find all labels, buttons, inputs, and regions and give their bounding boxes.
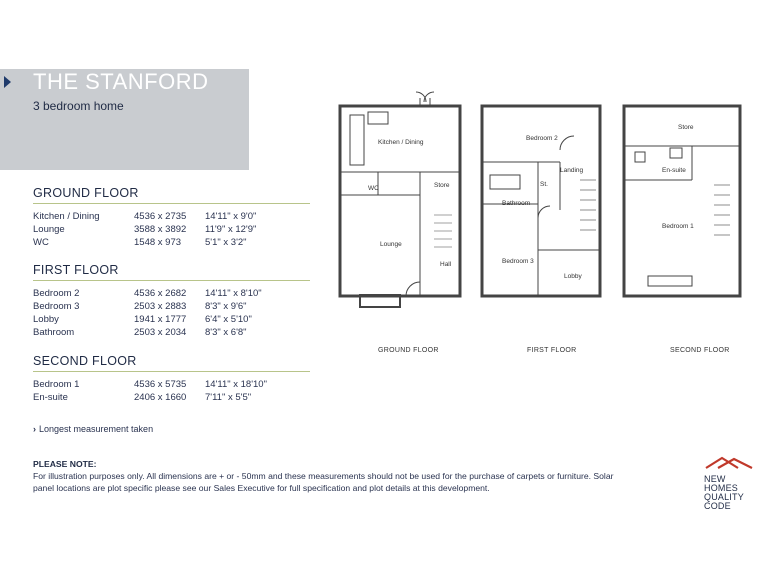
measurement-note xyxy=(33,424,153,434)
room-mm: 2406 x 1660 xyxy=(134,392,187,403)
logo-line: CODE xyxy=(704,501,731,511)
room-mm: 4536 x 2682 xyxy=(134,288,187,299)
section-heading: FIRST FLOOR xyxy=(33,263,310,281)
plan-label-bedroom1: Bedroom 1 xyxy=(662,223,694,230)
please-note-heading: PLEASE NOTE: xyxy=(33,459,97,469)
chevron-right-icon: › xyxy=(33,424,36,434)
plan-label-hall: Hall xyxy=(440,261,452,268)
room-row xyxy=(33,391,310,404)
room-ft: 14'11" x 9'0" xyxy=(205,211,257,222)
room-mm: 4536 x 5735 xyxy=(134,379,187,390)
room-ft: 11'9" x 12'9" xyxy=(205,224,257,235)
room-ft: 8'3" x 6'8" xyxy=(205,327,247,338)
room-mm: 3588 x 3892 xyxy=(134,224,187,235)
nhqc-logo xyxy=(704,456,756,511)
plan-label-lobby: Lobby xyxy=(564,273,582,280)
logo-line: HOMES xyxy=(704,483,739,493)
room-row xyxy=(33,236,310,249)
first-floor-section xyxy=(33,263,310,339)
room-name: Bedroom 3 xyxy=(33,301,80,312)
room-name: En-suite xyxy=(33,392,68,403)
plan-label-st: St. xyxy=(540,181,548,188)
room-row xyxy=(33,313,310,326)
logo-line: QUALITY xyxy=(704,492,744,502)
room-mm: 2503 x 2883 xyxy=(134,301,187,312)
ground-floor-plan xyxy=(340,92,460,307)
measurement-note-text: Longest measurement taken xyxy=(39,424,154,434)
room-row xyxy=(33,287,310,300)
second-floor-caption: SECOND FLOOR xyxy=(670,347,730,354)
room-ft: 14'11" x 8'10" xyxy=(205,288,262,299)
logo-line: NEW xyxy=(704,474,726,484)
second-floor-plan xyxy=(624,106,740,296)
plan-label-ensuite: En-suite xyxy=(662,167,686,174)
room-name: Lobby xyxy=(33,314,59,325)
plan-label-kitchen: Kitchen / Dining xyxy=(378,139,424,146)
house-roof-icon xyxy=(704,456,756,470)
room-ft: 14'11" x 18'10" xyxy=(205,379,267,390)
room-ft: 7'11" x 5'5" xyxy=(205,392,252,403)
room-row xyxy=(33,210,310,223)
page-subtitle: 3 bedroom home xyxy=(33,99,124,113)
second-floor-section xyxy=(33,354,310,404)
room-mm: 1941 x 1777 xyxy=(134,314,187,325)
room-name: Bedroom 2 xyxy=(33,288,80,299)
plan-label-store: Store xyxy=(434,182,450,189)
page-title: THE STANFORD xyxy=(33,69,209,94)
room-row xyxy=(33,378,310,391)
room-row xyxy=(33,326,310,339)
room-ft: 5'1" x 3'2" xyxy=(205,237,247,248)
room-row xyxy=(33,223,310,236)
section-heading: GROUND FLOOR xyxy=(33,186,310,204)
ground-floor-caption: GROUND FLOOR xyxy=(378,347,439,354)
plan-label-bedroom2: Bedroom 2 xyxy=(526,135,558,142)
room-name: WC xyxy=(33,237,49,248)
room-name: Bedroom 1 xyxy=(33,379,80,390)
plan-label-store2: Store xyxy=(678,124,694,131)
room-row xyxy=(33,300,310,313)
plan-label-bathroom: Bathroom xyxy=(502,200,531,207)
disclaimer-text: For illustration purposes only. All dimensions are + or - 50mm and these measurements should not be used for the purchase of carpets or furniture. Solar panel locations are plot specific please see our Sales Executive for full specification and plot details at this development. xyxy=(33,471,614,493)
plan-label-landing: Landing xyxy=(560,167,584,174)
room-mm: 2503 x 2034 xyxy=(134,327,187,338)
room-ft: 8'3" x 9'6" xyxy=(205,301,247,312)
room-name: Lounge xyxy=(33,224,65,235)
plan-label-lounge: Lounge xyxy=(380,241,402,248)
room-ft: 6'4" x 5'10" xyxy=(205,314,252,325)
floor-plans xyxy=(330,90,750,330)
plan-label-wc: WC xyxy=(368,185,379,192)
section-heading: SECOND FLOOR xyxy=(33,354,310,372)
room-name: Kitchen / Dining xyxy=(33,211,100,222)
room-mm: 4536 x 2735 xyxy=(134,211,187,222)
play-arrow-icon xyxy=(4,76,11,88)
room-mm: 1548 x 973 xyxy=(134,237,182,248)
room-name: Bathroom xyxy=(33,327,75,338)
first-floor-caption: FIRST FLOOR xyxy=(527,347,577,354)
ground-floor-section xyxy=(33,186,310,249)
plan-label-bedroom3: Bedroom 3 xyxy=(502,258,534,265)
